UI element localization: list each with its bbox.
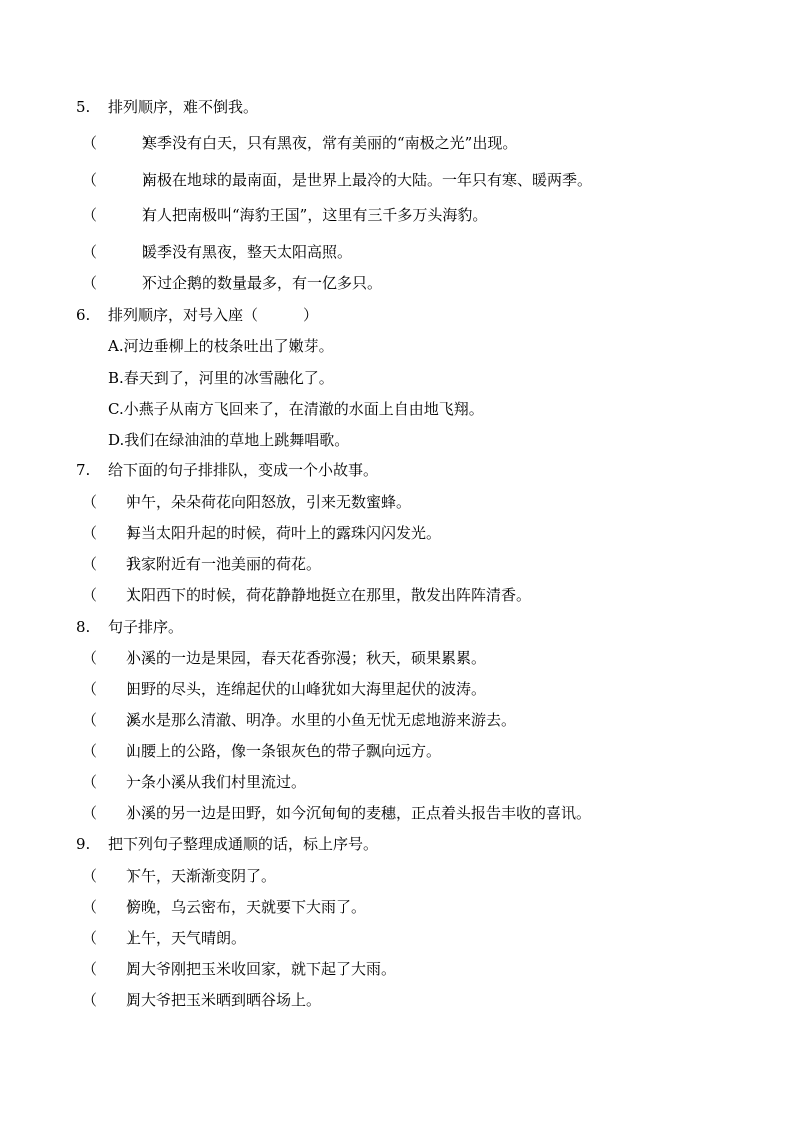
item-text: 中午，朵朵荷花向阳怒放，引来无数蜜蜂。 <box>126 493 412 511</box>
list-item <box>82 803 591 823</box>
list-item <box>82 242 352 262</box>
list-item <box>82 772 306 792</box>
question-8-heading <box>76 617 183 637</box>
answer-blank[interactable]: （ ） <box>82 171 158 189</box>
list-item <box>82 585 531 605</box>
question-number: 7. <box>76 461 91 479</box>
answer-blank[interactable]: （ ） <box>82 586 143 604</box>
option-b: B.春天到了，河里的冰雪融化了。 <box>108 369 334 387</box>
question-6-heading <box>76 305 318 325</box>
item-text: 田野的尽头，连绵起伏的山峰犹如大海里起伏的波涛。 <box>126 680 487 698</box>
answer-blank[interactable]: （ ） <box>82 711 143 729</box>
answer-blank[interactable]: （ ） <box>82 524 143 542</box>
list-item <box>82 170 592 190</box>
question-number: 9. <box>76 835 91 853</box>
question-7-heading <box>76 460 378 480</box>
item-text: 每当太阳升起的时候，荷叶上的露珠闪闪发光。 <box>126 524 442 542</box>
question-5-heading <box>76 97 258 117</box>
item-text: 有人把南极叫“海豹王国”，这里有三千多万头海豹。 <box>142 206 488 224</box>
option-c: C.小燕子从南方飞回来了，在清澈的水面上自由地飞翔。 <box>108 400 484 418</box>
question-prompt: 排列顺序，难不倒我。 <box>108 98 259 116</box>
answer-blank[interactable]: （ ） <box>82 134 158 152</box>
question-number: 8. <box>76 618 91 636</box>
item-text: 一条小溪从我们村里流过。 <box>126 773 307 791</box>
question-number: 5. <box>76 98 91 116</box>
list-item <box>82 133 517 153</box>
list-item <box>82 492 411 512</box>
list-item <box>82 273 382 293</box>
question-number: 6. <box>76 306 91 324</box>
item-text: 下午，天渐渐变阴了。 <box>126 867 277 885</box>
item-text: 山腰上的公路，像一条银灰色的带子飘向远方。 <box>126 742 442 760</box>
item-text: 小溪的一边是果园，春天花香弥漫；秋天，硕果累累。 <box>126 649 487 667</box>
item-text: 寒季没有白天，只有黑夜，常有美丽的“南极之光”出现。 <box>142 134 518 152</box>
answer-blank[interactable]: （ ） <box>82 867 143 885</box>
list-item <box>82 523 441 543</box>
question-9-heading <box>76 834 378 854</box>
answer-blank[interactable]: （ ） <box>82 493 143 511</box>
list-item <box>82 648 486 668</box>
question-prompt: 句子排序。 <box>108 618 184 636</box>
question-prompt: 把下列句子整理成通顺的话，标上序号。 <box>108 835 379 853</box>
list-item <box>82 990 321 1010</box>
item-text: 暖季没有黑夜，整天太阳高照。 <box>142 243 353 261</box>
answer-blank[interactable]: （ ） <box>82 649 143 667</box>
item-text: 不过企鹅的数量最多，有一亿多只。 <box>142 274 383 292</box>
answer-blank[interactable]: （ ） <box>82 898 143 916</box>
answer-blank[interactable]: （ ） <box>82 929 143 947</box>
option-a: A.河边垂柳上的枝条吐出了嫩芽。 <box>108 337 334 355</box>
list-item <box>82 554 321 574</box>
list-item <box>82 205 487 225</box>
answer-blank[interactable]: （ ） <box>82 991 143 1009</box>
answer-blank[interactable]: （ ） <box>82 555 143 573</box>
list-item <box>82 897 366 917</box>
answer-blank[interactable]: （ ） <box>82 960 143 978</box>
list-item <box>82 928 246 948</box>
answer-blank[interactable]: （ ） <box>82 680 143 698</box>
item-text: 溪水是那么清澈、明净。水里的小鱼无忧无虑地游来游去。 <box>126 711 517 729</box>
answer-blank[interactable]: （ ） <box>82 773 143 791</box>
list-item <box>82 741 441 761</box>
question-prompt: 给下面的句子排排队，变成一个小故事。 <box>108 461 379 479</box>
item-text: 周大爷刚把玉米收回家，就下起了大雨。 <box>126 960 397 978</box>
answer-blank[interactable]: （ ） <box>82 274 158 292</box>
answer-blank[interactable]: （ ） <box>82 243 158 261</box>
item-text: 小溪的另一边是田野，如今沉甸甸的麦穗，正点着头报告丰收的喜讯。 <box>126 804 592 822</box>
item-text: 傍晚，乌云密布，天就要下大雨了。 <box>126 898 367 916</box>
list-item <box>82 866 276 886</box>
question-prompt: 排列顺序，对号入座（ ） <box>108 306 319 324</box>
item-text: 周大爷把玉米晒到晒谷场上。 <box>126 991 322 1009</box>
list-item <box>82 959 396 979</box>
item-text: 我家附近有一池美丽的荷花。 <box>126 555 322 573</box>
item-text: 南极在地球的最南面，是世界上最冷的大陆。一年只有寒、暖两季。 <box>142 171 593 189</box>
answer-blank[interactable]: （ ） <box>82 804 143 822</box>
answer-blank[interactable]: （ ） <box>82 206 158 224</box>
answer-blank[interactable]: （ ） <box>82 742 143 760</box>
option-d: D.我们在绿油油的草地上跳舞唱歌。 <box>108 431 350 449</box>
item-text: 太阳西下的时候，荷花静静地挺立在那里，散发出阵阵清香。 <box>126 586 532 604</box>
list-item <box>82 710 516 730</box>
list-item <box>82 679 486 699</box>
item-text: 上午，天气晴朗。 <box>126 929 247 947</box>
